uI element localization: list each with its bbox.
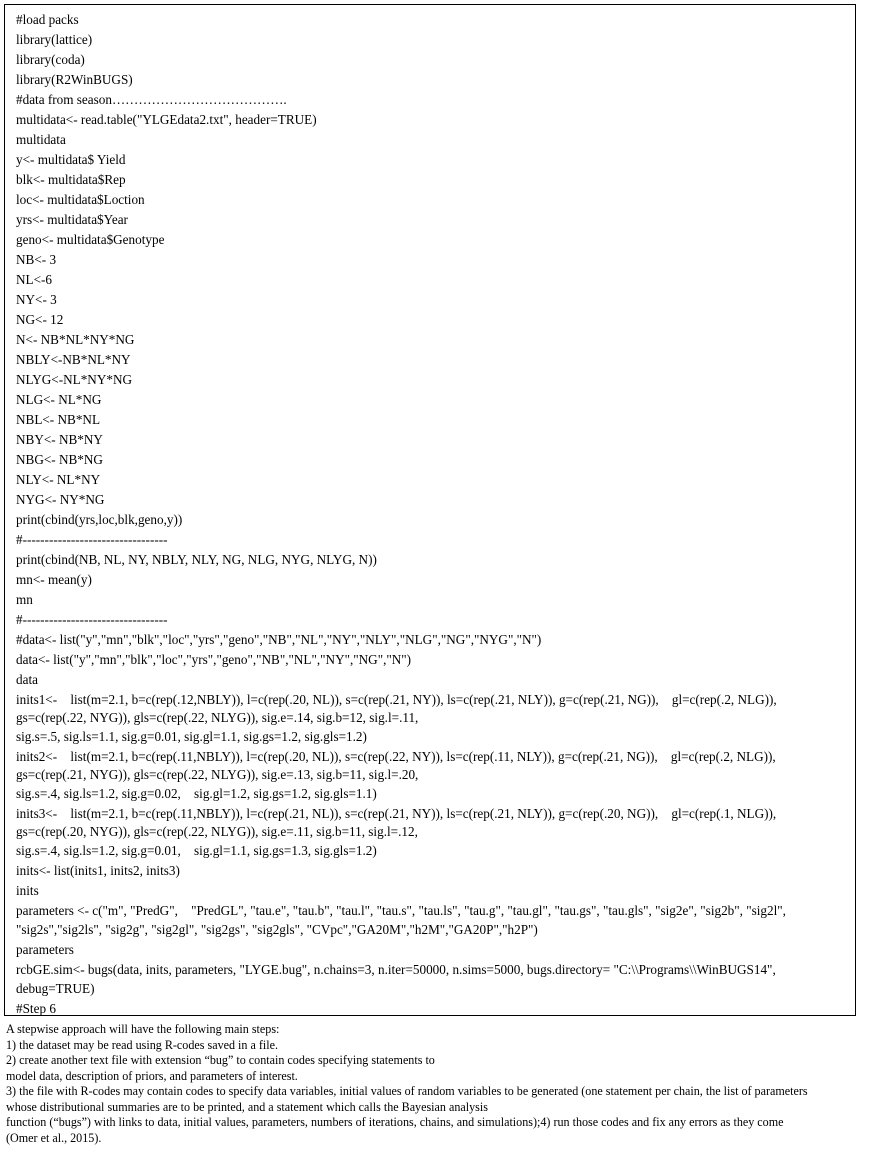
explanation-line: 2) create another text file with extension “bug” to contain codes specifying statements to bbox=[6, 1053, 435, 1067]
code-line: sig.s=.5, sig.ls=1.1, sig.g=0.01, sig.gl=1.1, sig.gs=1.2, sig.gls=1.2) bbox=[16, 729, 367, 744]
code-line: #data from season…………………………………. bbox=[16, 92, 287, 107]
code-line: NB<- 3 bbox=[16, 252, 57, 267]
code-line: #--------------------------------- bbox=[16, 612, 168, 627]
code-line: loc<- multidata$Loction bbox=[16, 192, 145, 207]
code-line: NBL<- NB*NL bbox=[16, 412, 100, 427]
code-line: NLG<- NL*NG bbox=[16, 392, 102, 407]
code-line: yrs<- multidata$Year bbox=[16, 212, 128, 227]
code-line: library(coda) bbox=[16, 52, 85, 67]
code-line: gs=c(rep(.20, NYG)), gls=c(rep(.22, NLYG)), sig.e=.11, sig.b=11, sig.l=.12, bbox=[16, 824, 418, 839]
explanation-paragraph bbox=[6, 1022, 864, 1146]
code-line: data<- list("y","mn","blk","loc","yrs","geno","NB","NL","NY","NG","N") bbox=[16, 652, 412, 667]
code-line: inits<- list(inits1, inits2, inits3) bbox=[16, 863, 180, 878]
code-line: library(R2WinBUGS) bbox=[16, 72, 133, 87]
code-line: multidata<- read.table("YLGEdata2.txt", header=TRUE) bbox=[16, 112, 317, 127]
explanation-line: model data, description of priors, and parameters of interest. bbox=[6, 1068, 298, 1083]
code-line: print(cbind(yrs,loc,blk,geno,y)) bbox=[16, 512, 183, 527]
code-line: inits1<- list(m=2.1, b=c(rep(.12,NBLY)), l=c(rep(.20, NL)), s=c(rep(.21, NY)), ls=c(rep(.21, NLY)), g=c(rep(.21, NG)), gl=c(rep(.2, NLG)), bbox=[16, 692, 777, 707]
code-line: multidata bbox=[16, 132, 66, 147]
explanation-line: function (“bugs”) with links to data, initial values, parameters, numbers of iterations, chains, and simulations);4) run those codes and fix any errors as they come bbox=[6, 1115, 784, 1129]
code-line: parameters bbox=[16, 942, 74, 957]
code-line: y<- multidata$ Yield bbox=[16, 152, 126, 167]
code-line: blk<- multidata$Rep bbox=[16, 172, 126, 187]
code-line: NL<-6 bbox=[16, 272, 53, 287]
code-line: "sig2s","sig2ls", "sig2g", "sig2gl", "sig2gs", "sig2gls", "CVpc","GA20M","h2M","GA20P","h2P") bbox=[16, 922, 538, 937]
explanation-line: (Omer et al., 2015). bbox=[6, 1130, 102, 1145]
explanation-line: A stepwise approach will have the following main steps: bbox=[6, 1022, 280, 1036]
code-line: rcbGE.sim<- bugs(data, inits, parameters, "LYGE.bug", n.chains=3, n.iter=50000, n.sims=5000, bugs.directory= "C:\\Programs\\WinBUGS14", bbox=[16, 962, 776, 977]
code-line: NBY<- NB*NY bbox=[16, 432, 103, 447]
code-line: NG<- 12 bbox=[16, 312, 64, 327]
code-line: gs=c(rep(.22, NYG)), gls=c(rep(.22, NLYG)), sig.e=.14, sig.b=12, sig.l=.11, bbox=[16, 710, 419, 725]
code-line: inits2<- list(m=2.1, b=c(rep(.11,NBLY)), l=c(rep(.20, NL)), s=c(rep(.22, NY)), ls=c(rep(.11, NLY)), g=c(rep(.21, NG)), gl=c(rep(.2, NLG)), bbox=[16, 749, 776, 764]
code-line: mn<- mean(y) bbox=[16, 572, 92, 587]
explanation-line: 3) the file with R-codes may contain codes to specify data variables, initial values of random variables to be generated (one statement per chain, the list of parameters bbox=[6, 1084, 808, 1098]
code-line: NBLY<-NB*NL*NY bbox=[16, 352, 131, 367]
code-line: debug=TRUE) bbox=[16, 981, 95, 996]
code-line: NLY<- NL*NY bbox=[16, 472, 101, 487]
code-line: inits bbox=[16, 883, 39, 898]
code-line: NYG<- NY*NG bbox=[16, 492, 105, 507]
code-line: print(cbind(NB, NL, NY, NBLY, NLY, NG, NLG, NYG, NLYG, N)) bbox=[16, 552, 377, 567]
code-line: NY<- 3 bbox=[16, 292, 57, 307]
code-line: #Step 6 bbox=[16, 1001, 56, 1016]
code-line: #--------------------------------- bbox=[16, 532, 168, 547]
code-line: NBG<- NB*NG bbox=[16, 452, 103, 467]
explanation-line: whose distributional summaries are to be printed, and a statement which calls the Bayesian analysis bbox=[6, 1099, 488, 1114]
code-line: gs=c(rep(.21, NYG)), gls=c(rep(.22, NLYG)), sig.e=.13, sig.b=11, sig.l=.20, bbox=[16, 767, 419, 782]
code-listing bbox=[16, 10, 849, 1019]
code-line: sig.s=.4, sig.ls=1.2, sig.g=0.02, sig.gl=1.2, sig.gs=1.2, sig.gls=1.1) bbox=[16, 786, 377, 801]
code-line: inits3<- list(m=2.1, b=c(rep(.11,NBLY)), l=c(rep(.21, NL)), s=c(rep(.21, NY)), ls=c(rep(.21, NLY)), g=c(rep(.20, NG)), gl=c(rep(.1, NLG)), bbox=[16, 806, 777, 821]
code-line: #load packs bbox=[16, 12, 79, 27]
code-line: parameters <- c("m", "PredG", "PredGL", "tau.e", "tau.b", "tau.l", "tau.s", "tau.ls", "tau.g", "tau.gl", "tau.gs", "tau.gls", "sig2e", "sig2b", "sig2l", bbox=[16, 903, 786, 918]
code-line: library(lattice) bbox=[16, 32, 93, 47]
code-line: data bbox=[16, 672, 38, 687]
code-line: sig.s=.4, sig.ls=1.2, sig.g=0.01, sig.gl=1.1, sig.gs=1.3, sig.gls=1.2) bbox=[16, 843, 377, 858]
code-line: geno<- multidata$Genotype bbox=[16, 232, 165, 247]
code-line: #data<- list("y","mn","blk","loc","yrs","geno","NB","NL","NY","NLY","NLG","NG","NYG","N") bbox=[16, 632, 542, 647]
code-listing-box bbox=[4, 4, 856, 1016]
explanation-line: 1) the dataset may be read using R-codes saved in a file. bbox=[6, 1037, 279, 1052]
code-line: NLYG<-NL*NY*NG bbox=[16, 372, 132, 387]
code-line: mn bbox=[16, 592, 33, 607]
code-line: N<- NB*NL*NY*NG bbox=[16, 332, 135, 347]
